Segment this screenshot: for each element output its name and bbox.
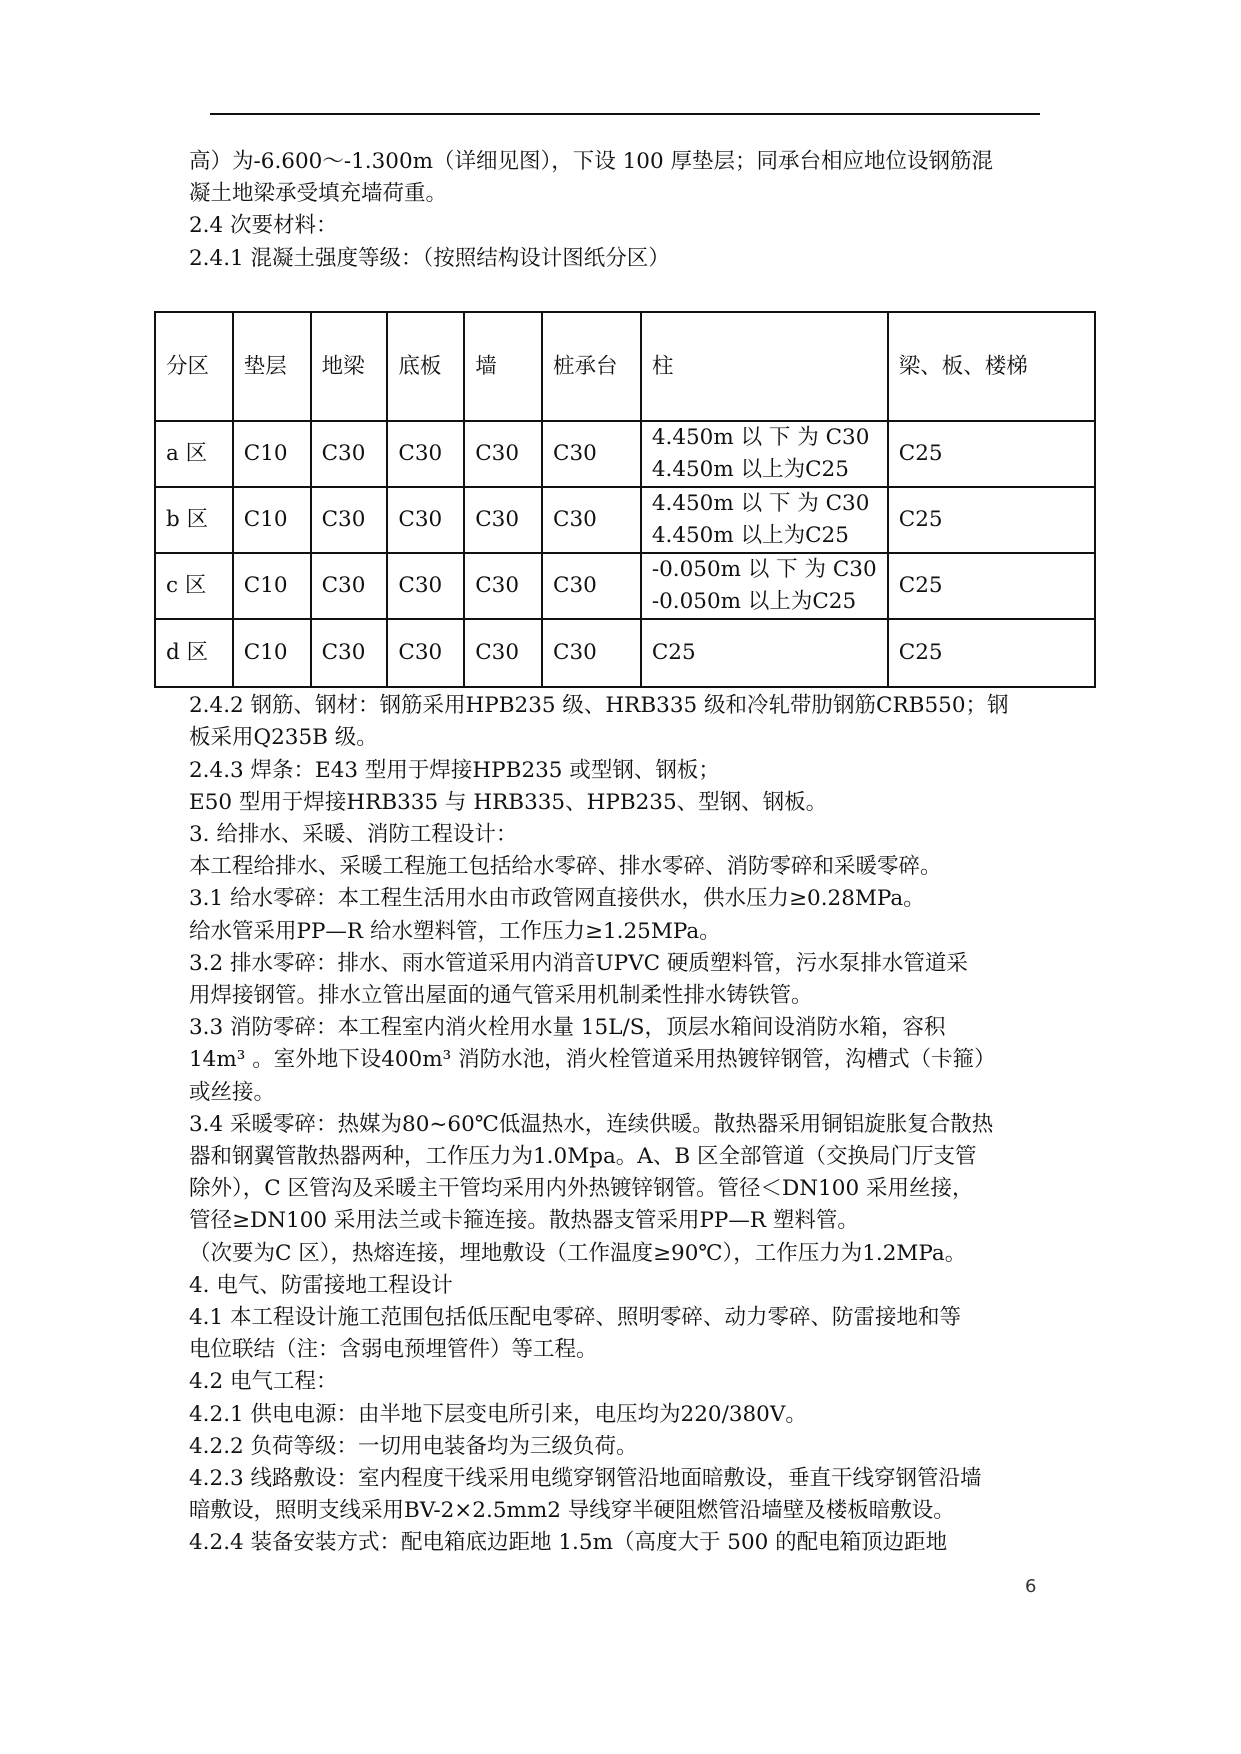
zone-cell: c 区 <box>155 553 233 619</box>
column-grade-line: 4.450m 以 下 为 C30 <box>651 425 870 450</box>
table-row <box>155 619 1095 687</box>
body-line: 2.4.3 焊条：E43 型用于焊接HPB235 或型钢、钢板； <box>189 758 720 783</box>
table-row <box>155 421 1095 487</box>
wall-cell: C30 <box>464 553 542 619</box>
body-line: 电位联结（注：含弱电预埋管件）等工程。 <box>189 1337 598 1362</box>
column-grade-line: 4.450m 以 下 为 C30 <box>651 491 870 516</box>
column-grade-line: -0.050m 以上为C25 <box>651 589 857 614</box>
body-line: 4.2.2 负荷等级：一切用电装备均为三级负荷。 <box>189 1434 638 1459</box>
slab-cell: C30 <box>387 553 464 619</box>
body-line: 4.2.4 装备安装方式：配电箱底边距地 1.5m（高度大于 500 的配电箱顶边距地 <box>189 1530 948 1555</box>
intro-line: 高）为-6.600～-1.300m（详细见图），下设 100 厚垫层；同承台相应地位设钢筋混 <box>189 149 993 174</box>
column-grade-line: 4.450m 以上为C25 <box>651 523 849 548</box>
pile-cap-cell: C30 <box>542 487 641 553</box>
header-cell-zone: 分区 <box>155 312 233 421</box>
header-cell-beam-slab-stair: 梁、板、楼梯 <box>888 312 1095 421</box>
cushion-cell: C10 <box>233 421 311 487</box>
ground-beam-cell: C30 <box>311 421 388 487</box>
body-line: 管径≥DN100 采用法兰或卡箍连接。散热器支管采用PP—R 塑料管。 <box>189 1208 859 1233</box>
pile-cap-cell: C30 <box>542 421 641 487</box>
column-cell <box>641 487 888 553</box>
zone-cell: d 区 <box>155 619 233 687</box>
cushion-cell: C10 <box>233 487 311 553</box>
beam-cell: C25 <box>888 619 1095 687</box>
beam-cell: C25 <box>888 553 1095 619</box>
column-grade-line: -0.050m 以 下 为 C30 <box>651 557 877 582</box>
body-line: 本工程给排水、采暖工程施工包括给水零碎、排水零碎、消防零碎和采暖零碎。 <box>189 854 942 879</box>
header-cell-cushion: 垫层 <box>233 312 311 421</box>
page-number: 6 <box>1025 1576 1037 1597</box>
body-line: 4.1 本工程设计施工范围包括低压配电零碎、照明零碎、动力零碎、防雷接地和等 <box>189 1305 962 1330</box>
body-line: 3.4 采暖零碎：热媒为80~60℃低温热水，连续供暖。散热器采用铜铝旋胀复合散热 <box>189 1112 994 1137</box>
slab-cell: C30 <box>387 487 464 553</box>
zone-cell: a 区 <box>155 421 233 487</box>
body-line: 或丝接。 <box>189 1080 276 1105</box>
body-line: 板采用Q235B 级。 <box>189 725 378 750</box>
intro-line: 凝土地梁承受填充墙荷重。 <box>189 181 448 206</box>
slab-cell: C30 <box>387 619 464 687</box>
section-heading: 3. 给排水、采暖、消防工程设计： <box>189 822 518 847</box>
column-cell <box>641 553 888 619</box>
body-line: 4.2 电气工程： <box>189 1369 338 1394</box>
slab-cell: C30 <box>387 421 464 487</box>
cushion-cell: C10 <box>233 553 311 619</box>
body-line: 用焊接钢管。排水立管出屋面的通气管采用机制柔性排水铸铁管。 <box>189 983 813 1008</box>
section-heading: 4. 电气、防雷接地工程设计 <box>189 1273 453 1298</box>
column-cell <box>641 421 888 487</box>
section-heading: 2.4 次要材料： <box>189 213 338 238</box>
pile-cap-cell: C30 <box>542 619 641 687</box>
beam-cell: C25 <box>888 421 1095 487</box>
body-line: 4.2.1 供电电源：由半地下层变电所引来，电压均为220/380V。 <box>189 1402 807 1427</box>
subsection-heading: 2.4.1 混凝土强度等级：（按照结构设计图纸分区） <box>189 246 670 271</box>
body-line: 除外），C 区管沟及采暖主干管均采用内外热镀锌钢管。管径＜DN100 采用丝接， <box>189 1176 974 1201</box>
header-cell-wall: 墙 <box>464 312 542 421</box>
cushion-cell: C10 <box>233 619 311 687</box>
pile-cap-cell: C30 <box>542 553 641 619</box>
body-line: （次要为C 区），热熔连接，埋地敷设（工作温度≥90℃），工作压力为1.2MPa。 <box>189 1241 967 1266</box>
body-line: 14m³ 。室外地下设400m³ 消防水池，消火栓管道采用热镀锌钢管，沟槽式（卡箍） <box>189 1047 996 1072</box>
table-header-row <box>155 312 1095 421</box>
body-line: 给水管采用PP—R 给水塑料管，工作压力≥1.25MPa。 <box>189 919 721 944</box>
header-cell-slab: 底板 <box>387 312 464 421</box>
table-row <box>155 487 1095 553</box>
table-row <box>155 553 1095 619</box>
wall-cell: C30 <box>464 487 542 553</box>
column-cell: C25 <box>641 619 888 687</box>
body-line: 器和钢翼管散热器两种，工作压力为1.0Mpa。A、B 区全部管道（交换局门厅支管 <box>189 1144 977 1169</box>
concrete-grade-table <box>154 311 1096 688</box>
ground-beam-cell: C30 <box>311 553 388 619</box>
header-cell-ground-beam: 地梁 <box>311 312 388 421</box>
body-line: 3.2 排水零碎：排水、雨水管道采用内消音UPVC 硬质塑料管，污水泵排水管道采 <box>189 951 968 976</box>
body-line: 3.1 给水零碎：本工程生活用水由市政管网直接供水，供水压力≥0.28MPa。 <box>189 886 925 911</box>
header-rule <box>210 113 1040 115</box>
body-line: 4.2.3 线路敷设：室内程度干线采用电缆穿钢管沿地面暗敷设，垂直干线穿钢管沿墙 <box>189 1466 982 1491</box>
zone-cell: b 区 <box>155 487 233 553</box>
beam-cell: C25 <box>888 487 1095 553</box>
ground-beam-cell: C30 <box>311 487 388 553</box>
body-line: 暗敷设，照明支线采用BV-2×2.5mm2 导线穿半硬阻燃管沿墙壁及楼板暗敷设。 <box>189 1498 955 1523</box>
body-line: 3.3 消防零碎：本工程室内消火栓用水量 15L/S，顶层水箱间设消防水箱，容积 <box>189 1015 946 1040</box>
header-cell-pile-cap: 桩承台 <box>542 312 641 421</box>
body-line: 2.4.2 钢筋、钢材：钢筋采用HPB235 级、HRB335 级和冷轧带肋钢筋CRB550；钢 <box>189 693 1009 718</box>
column-grade-line: 4.450m 以上为C25 <box>651 457 849 482</box>
body-line: E50 型用于焊接HRB335 与 HRB335、HPB235、型钢、钢板。 <box>189 790 828 815</box>
header-cell-column: 柱 <box>641 312 888 421</box>
wall-cell: C30 <box>464 421 542 487</box>
wall-cell: C30 <box>464 619 542 687</box>
ground-beam-cell: C30 <box>311 619 388 687</box>
